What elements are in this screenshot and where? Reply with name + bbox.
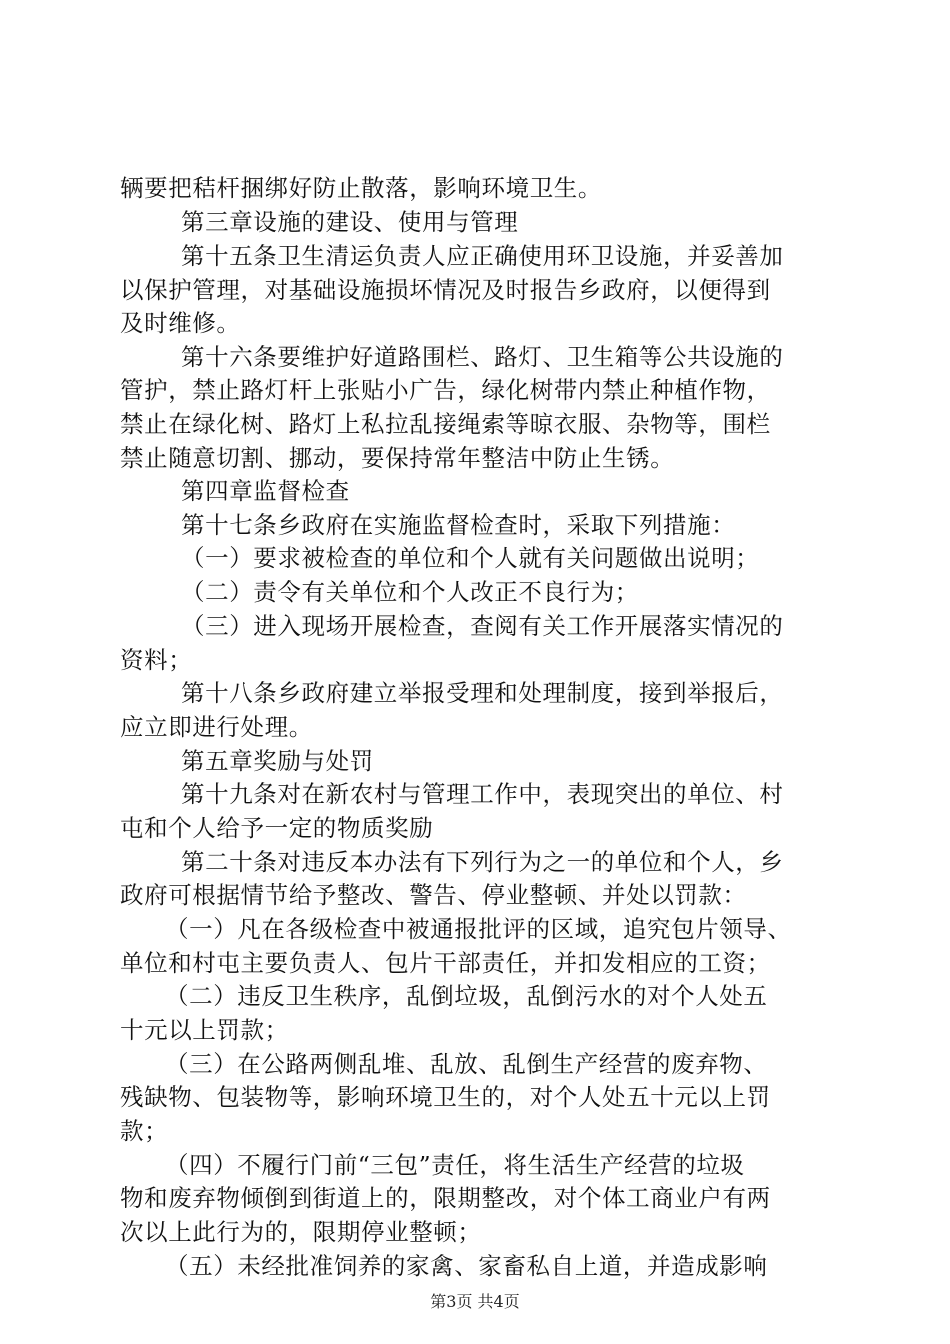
text-line: 次以上此行为的，限期停业整顿； (120, 1218, 482, 1246)
page-number-footer: 第3页 共4页 (430, 1292, 520, 1311)
text-line: （二）责令有关单位和个人改正不良行为； (181, 578, 639, 606)
chapter-heading: 第五章奖励与处罚 (181, 747, 374, 775)
text-line: （三）进入现场开展检查，查阅有关工作开展落实情况的 (181, 612, 784, 640)
text-line: 残缺物、包装物等，影响环境卫生的，对个人处五十元以上罚 (120, 1083, 771, 1111)
text-line: 第十六条要维护好道路围栏、路灯、卫生箱等公共设施的 (181, 343, 784, 371)
text-line: 禁止随意切割、挪动，要保持常年整洁中防止生锈。 (120, 444, 675, 472)
text-line: 应立即进行处理。 (120, 713, 313, 741)
text-line: 第十八条乡政府建立举报受理和处理制度，接到举报后， (181, 679, 784, 707)
text-line: 管护，禁止路灯杆上张贴小广告，绿化树带内禁止种植作物， (120, 376, 771, 404)
text-line: 禁止在绿化树、路灯上私拉乱接绳索等晾衣服、杂物等，围栏 (120, 410, 771, 438)
text-line: 屯和个人给予一定的物质奖励 (120, 814, 434, 842)
text-line: （五）未经批准饲养的家禽、家畜私自上道，并造成影响 (165, 1252, 768, 1280)
text-line: 物和废弃物倾倒到街道上的，限期整改，对个体工商业户有两 (120, 1184, 771, 1212)
text-line: （一）凡在各级检查中被通报批评的区域，追究包片领导、 (165, 915, 792, 943)
text-line: （二）违反卫生秩序，乱倒垃圾，乱倒污水的对个人处五 (165, 982, 768, 1010)
text-line: 第十五条卫生清运负责人应正确使用环卫设施，并妥善加 (181, 242, 784, 270)
text-line: （一）要求被检查的单位和个人就有关问题做出说明； (181, 544, 760, 572)
text-line: （三）在公路两侧乱堆、乱放、乱倒生产经营的废弃物、 (165, 1050, 768, 1078)
text-line: （四）不履行门前“三包”责任，将生活生产经营的垃圾 (165, 1151, 745, 1179)
text-line: 第十七条乡政府在实施监督检查时，采取下列措施： (181, 511, 736, 539)
text-line: 以保护管理，对基础设施损坏情况及时报告乡政府，以便得到 (120, 276, 771, 304)
text-line: 第十九条对在新农村与管理工作中，表现突出的单位、村 (181, 780, 784, 808)
text-line: 及时维修。 (120, 309, 241, 337)
chapter-heading: 第四章监督检查 (181, 477, 350, 505)
text-line: 资料； (120, 646, 193, 674)
text-line: 政府可根据情节给予整改、警告、停业整顿、并处以罚款： (120, 881, 747, 909)
text-line: 辆要把秸杆捆绑好防止散落，影响环境卫生。 (120, 174, 602, 202)
text-line: 款； (120, 1117, 169, 1145)
text-line: 十元以上罚款； (120, 1016, 289, 1044)
text-line: 单位和村屯主要负责人、包片干部责任，并扣发相应的工资； (120, 949, 771, 977)
text-line: 第二十条对违反本办法有下列行为之一的单位和个人，乡 (181, 848, 784, 876)
chapter-heading: 第三章设施的建设、使用与管理 (181, 208, 519, 236)
